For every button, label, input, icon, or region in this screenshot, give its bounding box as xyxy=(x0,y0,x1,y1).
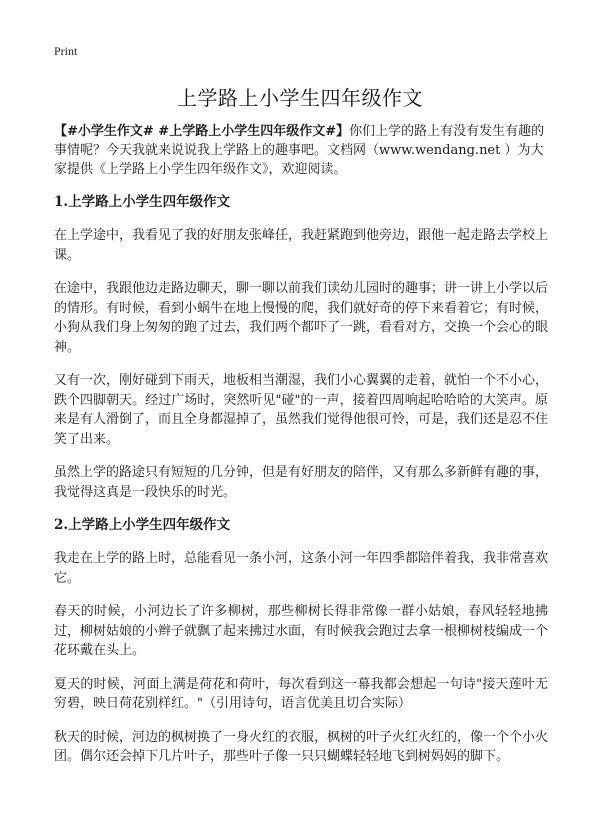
page-title: 上学路上小学生四年级作文 xyxy=(177,86,423,110)
paragraph: 虽然上学的路途只有短短的几分钟，但是有好朋友的陪伴，又有那么多新鲜有趣的事，我觉得这真是一段快乐的时光。 xyxy=(54,465,549,500)
paragraph: 在上学途中，我看见了我的好朋友张峰任，我赶紧跑到他旁边，跟他一起走路去学校上课。 xyxy=(54,228,549,263)
paragraph: 夏天的时候，河面上满是荷花和荷叶，每次看到这一幕我都会想起一句诗"接天莲叶无穷碧，映日荷花别样红。"（引用诗句，语言优美且切合实际） xyxy=(54,676,548,711)
paragraph: 我走在上学的路上时，总能看见一条小河，这条小河一年四季都陪伴着我，我非常喜欢它。 xyxy=(54,551,549,586)
document-body xyxy=(54,122,548,781)
paragraph: 在途中，我跟他边走路边聊天，聊一聊以前我们读幼儿园时的趣事；讲一讲上小学以后的情形。有时候，看到小蜗牛在地上慢慢的爬，我们就好奇的停下来看着它；有时候，小狗从我们身上匆匆的跑了过去，我们两个都吓了一跳，看看对方，交换一个会心的眼神。 xyxy=(54,281,549,355)
print-label: Print xyxy=(54,44,78,58)
paragraph: 春天的时候，小河边长了许多柳树，那些柳树长得非常像一群小姑娘，春风轻轻地拂过，柳树姑娘的小辫子就飘了起来拂过水面，有时候我会跑过去拿一根柳树枝编成一个花环戴在头上。 xyxy=(54,604,549,658)
section-heading: 1.上学路上小学生四年级作文 xyxy=(54,194,231,210)
intro-text: 你们上学的路上有没有发生有趣的事情呢？今天我就来说说我上学路上的趣事吧。文档网（www.wendang.net ）为大家提供《上学路上小学生四年级作文》，欢迎阅读。 xyxy=(54,124,545,177)
section-heading: 2.上学路上小学生四年级作文 xyxy=(54,517,231,533)
intro-paragraph xyxy=(54,122,548,179)
intro-tag: 【#小学生作文# #上学路上小学生四年级作文#】 xyxy=(54,124,350,139)
paragraph: 秋天的时候，河边的枫树换了一身火红的衣服，枫树的叶子火红火红的，像一个个小火团。偶尔还会掉下几片叶子，那些叶子像一只只蝴蝶轻轻地飞到树妈妈的脚下。 xyxy=(54,729,549,764)
paragraph: 又有一次，刚好碰到下雨天，地板相当潮湿，我们小心翼翼的走着，就怕一个不小心，跌个四脚朝天。经过广场时，突然听见"碰"的一声，接着四周响起哈哈哈的大笑声。原来是有人滑倒了，而且全身都湿掉了，虽然我们觉得他很可怜，可是，我们还是忍不住笑了出来。 xyxy=(54,373,549,447)
